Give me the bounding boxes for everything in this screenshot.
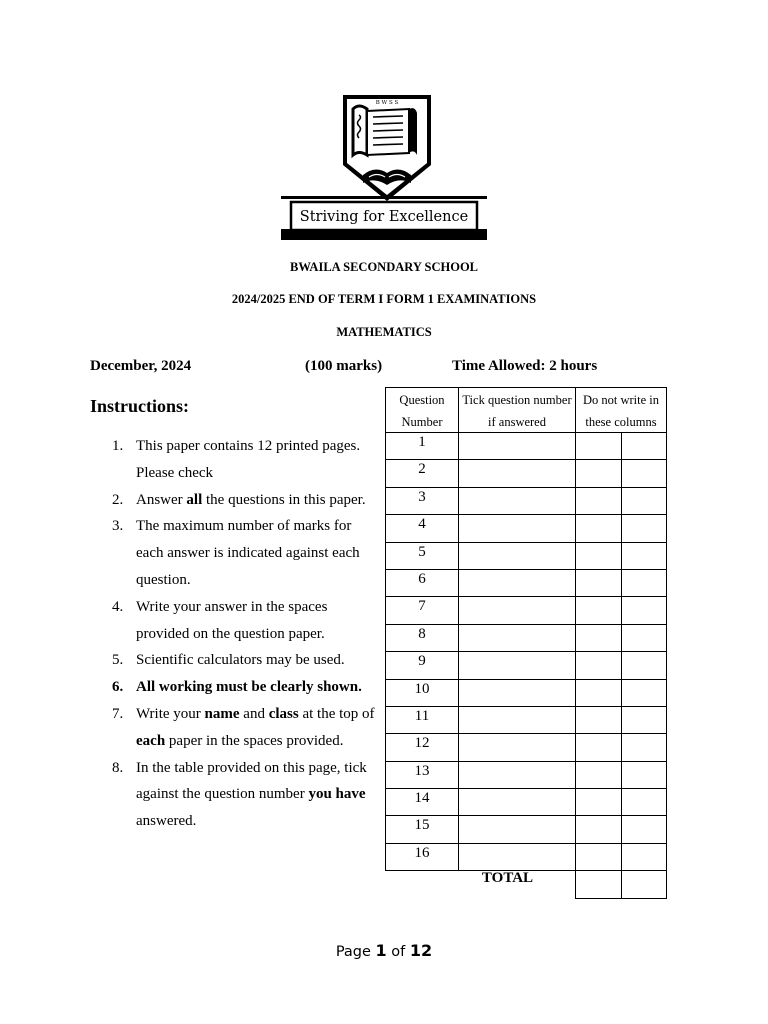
marker-cell-1[interactable]: [575, 843, 622, 871]
tick-cell[interactable]: [458, 432, 576, 460]
instruction-text: In the table provided on this page, tick against the question number: [136, 759, 367, 803]
table-row: [385, 788, 667, 815]
page-current: 1: [375, 941, 387, 960]
instruction-item: [112, 647, 377, 674]
instruction-item: [112, 594, 377, 648]
question-number-cell: 15: [385, 815, 459, 843]
instruction-number: 7.: [112, 705, 124, 722]
tick-cell[interactable]: [458, 679, 576, 707]
tick-cell[interactable]: [458, 514, 576, 542]
instruction-number: 4.: [112, 598, 124, 615]
page-total: 12: [409, 941, 433, 960]
marker-cell-2[interactable]: [621, 679, 667, 707]
instruction-number: 1.: [112, 438, 124, 454]
instruction-text: name: [204, 705, 240, 722]
logo-motto: Striving for Excellence: [299, 209, 469, 225]
instruction-text: paper in the spaces provided.: [165, 732, 344, 749]
marker-cell-2[interactable]: [621, 815, 667, 843]
instructions-title: Instructions:: [90, 396, 190, 416]
exam-title: 2024/2025 END OF TERM I FORM 1 EXAMINATIONS: [231, 292, 537, 306]
instruction-text: all: [186, 491, 203, 508]
instruction-number: 3.: [112, 518, 124, 535]
marker-cell-2[interactable]: [621, 432, 667, 460]
instruction-item: [112, 513, 377, 593]
marker-cell-2[interactable]: [621, 542, 667, 570]
question-number-cell: 3: [385, 487, 459, 515]
instruction-item: [112, 487, 377, 514]
tick-cell[interactable]: [458, 788, 576, 816]
marker-cell-2[interactable]: [621, 514, 667, 542]
question-number-cell: 8: [385, 624, 459, 652]
marker-cell-2[interactable]: [621, 569, 667, 597]
instruction-text: answered.: [136, 813, 197, 830]
instruction-text: at the top of: [298, 705, 375, 722]
instruction-text: class: [268, 705, 299, 722]
question-number-cell: 12: [385, 733, 459, 761]
tick-cell[interactable]: [458, 596, 576, 624]
table-row: [385, 432, 667, 459]
instruction-text: and: [239, 705, 269, 722]
table-row: [385, 569, 667, 596]
marker-cell-2[interactable]: [621, 459, 667, 487]
crest-letters: B W S S: [375, 100, 399, 106]
instruction-item: [112, 433, 377, 487]
marker-cell-2[interactable]: [621, 651, 667, 679]
question-number-cell: 2: [385, 459, 459, 487]
time-allowed: Time Allowed: 2 hours: [452, 358, 598, 374]
marker-cell-1[interactable]: [575, 432, 622, 460]
page-word: Page: [335, 944, 371, 960]
question-number-cell: 14: [385, 788, 459, 816]
marker-cell-2[interactable]: [621, 706, 667, 734]
table-row: [385, 624, 667, 651]
tick-cell[interactable]: [458, 651, 576, 679]
instruction-number: 2.: [112, 491, 124, 508]
table-row: [385, 542, 667, 569]
instruction-number: 6.: [112, 679, 124, 696]
header-question-number: Question Number: [385, 387, 459, 433]
marker-cell-1[interactable]: [575, 487, 622, 515]
header-tick-question: Tick question number if answered: [458, 387, 576, 433]
tick-cell[interactable]: [458, 843, 576, 871]
instruction-item: [112, 755, 377, 835]
instruction-text: The maximum number of marks for each answer is indicated against each question.: [136, 518, 360, 588]
question-number-cell: 7: [385, 596, 459, 624]
question-tick-table: [385, 387, 667, 899]
question-number-cell: 6: [385, 569, 459, 597]
instruction-text: All working must be clearly shown.: [136, 679, 362, 696]
table-row: [385, 679, 667, 706]
school-crest-icon: [281, 93, 487, 241]
marker-cell-1[interactable]: [575, 596, 622, 624]
marker-cell-1[interactable]: [575, 651, 622, 679]
school-name: BWAILA SECONDARY SCHOOL: [289, 260, 479, 274]
school-logo: [281, 93, 487, 241]
marker-cell-1[interactable]: [575, 706, 622, 734]
tick-cell[interactable]: [458, 487, 576, 515]
table-row: [385, 459, 667, 486]
table-row: [385, 651, 667, 678]
page-number: [0, 941, 768, 960]
question-number-cell: 4: [385, 514, 459, 542]
tick-cell[interactable]: [458, 624, 576, 652]
header-do-not-write: Do not write in these columns: [575, 387, 667, 433]
marker-cell-2[interactable]: [621, 788, 667, 816]
table-row: [385, 815, 667, 842]
table-rows: [385, 432, 667, 870]
marker-cell-1[interactable]: [575, 788, 622, 816]
tick-cell[interactable]: [458, 459, 576, 487]
page-of-word: of: [391, 944, 406, 960]
instruction-text: you have: [308, 786, 366, 803]
question-number-cell: 13: [385, 761, 459, 789]
marker-cell-1[interactable]: [575, 459, 622, 487]
marker-cell-1[interactable]: [575, 815, 622, 843]
subject-title: MATHEMATICS: [336, 325, 432, 339]
table-row: [385, 487, 667, 514]
marker-cell-2[interactable]: [621, 733, 667, 761]
instruction-number: 8.: [112, 759, 124, 776]
table-row: [385, 596, 667, 623]
marker-cell-2[interactable]: [621, 596, 667, 624]
table-row: [385, 733, 667, 760]
tick-cell[interactable]: [458, 569, 576, 597]
tick-cell[interactable]: [458, 733, 576, 761]
table-row: [385, 706, 667, 733]
question-number-cell: 9: [385, 651, 459, 679]
question-number-cell: 1: [385, 432, 459, 460]
total-mark-cell-1[interactable]: [575, 870, 622, 899]
total-label-text: TOTAL: [481, 870, 534, 886]
instruction-text: Scientific calculators may be used.: [136, 652, 345, 669]
marker-cell-2[interactable]: [621, 624, 667, 652]
marker-cell-1[interactable]: [575, 761, 622, 789]
marker-cell-1[interactable]: [575, 733, 622, 761]
marker-cell-1[interactable]: [575, 569, 622, 597]
instruction-text: Write your: [136, 705, 205, 722]
marker-cell-1[interactable]: [575, 542, 622, 570]
instruction-text: each: [136, 732, 166, 749]
question-number-cell: 10: [385, 679, 459, 707]
tick-cell[interactable]: [458, 761, 576, 789]
table-row: [385, 514, 667, 541]
instruction-item: [112, 674, 377, 701]
instruction-text: This paper contains 12 printed pages. Please check: [136, 438, 361, 481]
question-number-cell: 11: [385, 706, 459, 734]
instruction-text: Write your answer in the spaces provided on the question paper.: [136, 598, 328, 642]
instructions-list: [112, 433, 377, 835]
marker-cell-2[interactable]: [621, 843, 667, 871]
total-marks: (100 marks): [305, 358, 383, 374]
marker-cell-1[interactable]: [575, 514, 622, 542]
tick-cell[interactable]: [458, 706, 576, 734]
marker-cell-1[interactable]: [575, 624, 622, 652]
marker-cell-2[interactable]: [621, 761, 667, 789]
total-mark-cell-2[interactable]: [621, 870, 667, 899]
instruction-item: [112, 701, 377, 755]
marker-cell-1[interactable]: [575, 679, 622, 707]
question-number-cell: 5: [385, 542, 459, 570]
question-number-cell: 16: [385, 843, 459, 871]
tick-cell[interactable]: [458, 542, 576, 570]
table-row: [385, 843, 667, 870]
instruction-text: the questions in this paper.: [202, 491, 366, 508]
exam-date: December, 2024: [90, 358, 192, 374]
instruction-text: Answer: [136, 491, 187, 508]
marker-cell-2[interactable]: [621, 487, 667, 515]
tick-cell[interactable]: [458, 815, 576, 843]
instruction-number: 5.: [112, 652, 124, 669]
table-row: [385, 761, 667, 788]
